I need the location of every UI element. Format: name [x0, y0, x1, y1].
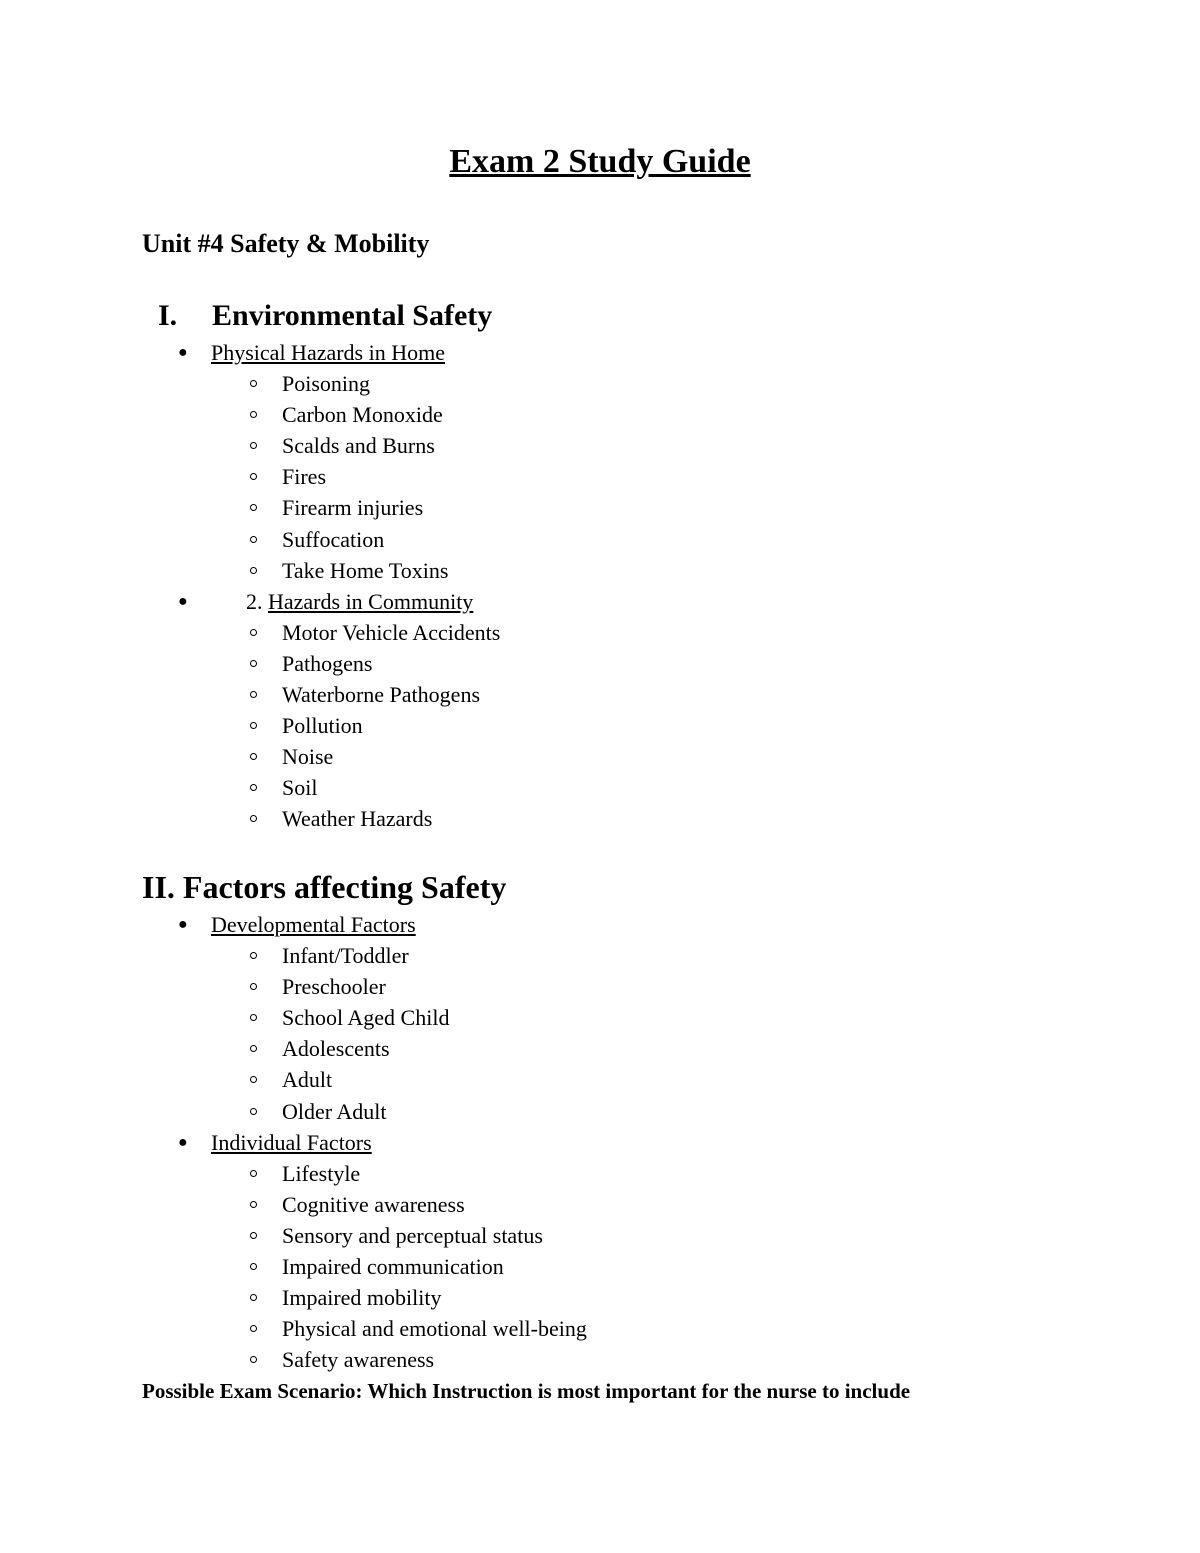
list-item-label: Pathogens	[282, 650, 373, 676]
circle-bullet-icon	[250, 983, 257, 990]
list-item	[0, 555, 1200, 586]
list-item-label: Suffocation	[282, 526, 385, 552]
list-item	[0, 430, 1200, 461]
circle-bullet-icon	[250, 473, 257, 480]
circle-bullet-icon	[250, 1201, 257, 1208]
list-item	[0, 741, 1200, 772]
circle-bullet-icon	[250, 660, 257, 667]
bullet-item-developmental-factors	[0, 909, 1200, 940]
bullet-item-individual-factors	[0, 1127, 1200, 1158]
list-item-label: Impaired mobility	[282, 1285, 442, 1311]
circle-bullet-icon	[250, 536, 257, 543]
list-item-label: Cognitive awareness	[282, 1191, 465, 1217]
list-item	[0, 461, 1200, 492]
bullet-label: Developmental Factors	[211, 912, 416, 937]
circle-bullet-icon	[250, 691, 257, 698]
list-item	[0, 1002, 1200, 1033]
list-item	[0, 940, 1200, 971]
list-item-label: Take Home Toxins	[282, 557, 449, 583]
list-item-label: Poisoning	[282, 371, 371, 397]
list-item	[0, 1158, 1200, 1189]
list-item	[0, 710, 1200, 741]
circle-bullet-icon	[250, 753, 257, 760]
list-item-label: Sensory and perceptual status	[282, 1222, 543, 1248]
list-item	[0, 772, 1200, 803]
section-number: I.	[158, 299, 178, 332]
circle-bullet-icon	[250, 629, 257, 636]
list-item-label: Adolescents	[282, 1036, 390, 1062]
environmental-safety-list	[0, 337, 1200, 835]
list-item-label: Impaired communication	[282, 1254, 504, 1280]
circle-bullet-icon	[250, 1294, 257, 1301]
list-item	[0, 971, 1200, 1002]
circle-bullet-icon	[250, 1356, 257, 1363]
list-item	[0, 1189, 1200, 1220]
circle-bullet-icon	[250, 1076, 257, 1083]
list-item	[0, 1064, 1200, 1095]
section-heading-factors-affecting-safety: II. Factors affecting Safety	[142, 869, 507, 905]
circle-bullet-icon	[250, 722, 257, 729]
list-item	[0, 1251, 1200, 1282]
list-item-label: Noise	[282, 744, 334, 770]
list-item	[0, 1344, 1200, 1375]
list-item-label: Physical and emotional well-being	[282, 1316, 587, 1342]
bullet-icon: ●	[178, 1133, 188, 1151]
circle-bullet-icon	[250, 411, 257, 418]
list-item	[0, 1282, 1200, 1313]
circle-bullet-icon	[250, 1170, 257, 1177]
list-item-label: School Aged Child	[282, 1005, 450, 1031]
document-title: Exam 2 Study Guide	[449, 143, 751, 180]
circle-bullet-icon	[250, 1014, 257, 1021]
circle-bullet-icon	[250, 567, 257, 574]
list-item	[0, 1313, 1200, 1344]
list-item-label: Carbon Monoxide	[282, 402, 443, 428]
circle-bullet-icon	[250, 1108, 257, 1115]
bullet-label: Individual Factors	[211, 1129, 372, 1155]
list-item-label: Soil	[282, 775, 318, 801]
circle-bullet-icon	[250, 380, 257, 387]
list-item-label: Weather Hazards	[282, 806, 433, 832]
circle-bullet-icon	[250, 504, 257, 511]
list-item-label: Adult	[282, 1067, 333, 1093]
list-item	[0, 648, 1200, 679]
circle-bullet-icon	[250, 952, 257, 959]
circle-bullet-icon	[250, 1045, 257, 1052]
list-item-label: Firearm injuries	[282, 495, 424, 521]
circle-bullet-icon	[250, 1263, 257, 1270]
section-heading-environmental-safety	[158, 296, 492, 336]
circle-bullet-icon	[250, 442, 257, 449]
list-item	[0, 1033, 1200, 1064]
unit-heading: Unit #4 Safety & Mobility	[142, 229, 430, 258]
list-item	[0, 617, 1200, 648]
list-item	[0, 492, 1200, 523]
list-item	[0, 1220, 1200, 1251]
bullet-item-physical-hazards	[0, 337, 1200, 368]
list-item-label: Scalds and Burns	[282, 433, 435, 459]
bullet-prefix: 2.	[246, 588, 263, 614]
bullet-label-text: Hazards in Community	[268, 588, 474, 614]
list-item	[0, 679, 1200, 710]
circle-bullet-icon	[250, 1325, 257, 1332]
bullet-label: Physical Hazards in Home	[211, 340, 445, 365]
list-item-label: Safety awareness	[282, 1347, 435, 1373]
list-item	[0, 1096, 1200, 1127]
circle-bullet-icon	[250, 815, 257, 822]
bullet-icon: ●	[178, 916, 188, 933]
list-item-label: Pollution	[282, 713, 363, 739]
list-item-label: Waterborne Pathogens	[282, 682, 480, 708]
list-item	[0, 803, 1200, 834]
list-item-label: Infant/Toddler	[282, 943, 409, 969]
list-item-label: Preschooler	[282, 974, 386, 1000]
bullet-label	[246, 586, 473, 617]
factors-affecting-safety-list	[0, 909, 1200, 1375]
list-item	[0, 368, 1200, 399]
list-item	[0, 524, 1200, 555]
bullet-icon: ●	[178, 344, 188, 361]
list-item-label: Lifestyle	[282, 1160, 361, 1186]
circle-bullet-icon	[250, 1232, 257, 1239]
circle-bullet-icon	[250, 784, 257, 791]
list-item-label: Older Adult	[282, 1098, 387, 1124]
list-item	[0, 399, 1200, 430]
section-title: Environmental Safety	[212, 299, 493, 332]
exam-scenario-text: Possible Exam Scenario: Which Instruction is most important for the nurse to include	[142, 1379, 911, 1403]
bullet-item-hazards-community	[0, 586, 1200, 617]
list-item-label: Motor Vehicle Accidents	[282, 619, 501, 645]
bullet-icon: ●	[178, 592, 188, 610]
list-item-label: Fires	[282, 464, 326, 490]
